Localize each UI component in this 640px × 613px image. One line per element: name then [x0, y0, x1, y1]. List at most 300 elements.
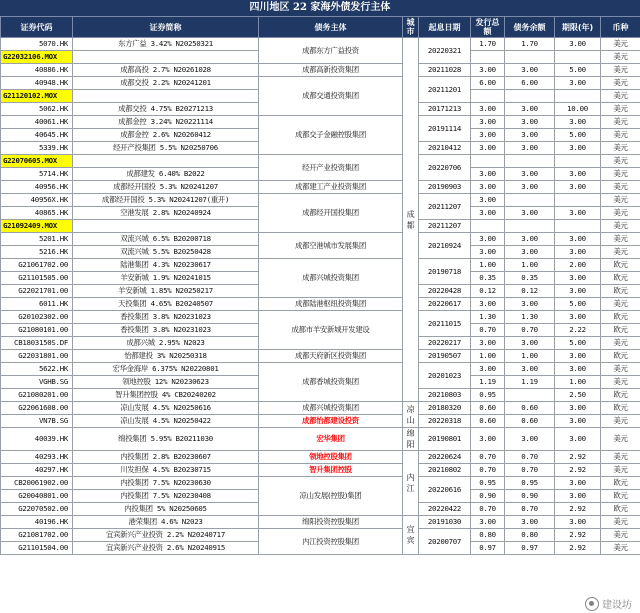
security-abbr: 天投集团 4.65% B20240507 [73, 298, 259, 311]
security-abbr: 内投集团 7.5% N20230630 [73, 477, 259, 490]
balance-amount: 0.97 [505, 542, 555, 555]
term-years: 3.00 [555, 116, 601, 129]
currency: 美元 [601, 298, 640, 311]
security-abbr: 陆港集团 4.3% N20230617 [73, 259, 259, 272]
currency: 欧元 [601, 259, 640, 272]
security-code: G21101504.00 [1, 542, 73, 555]
term-years: 2.92 [555, 529, 601, 542]
balance-amount [505, 155, 555, 168]
security-abbr: 双流兴城 6.5% B20200718 [73, 233, 259, 246]
issuer-name: 成都兴城投资集团 [259, 402, 403, 415]
header-main: 债务主体 [259, 17, 403, 38]
issuer-name: 成都高新投资集团 [259, 64, 403, 77]
table-row [1, 516, 640, 529]
start-date: 20220217 [419, 337, 471, 350]
balance-amount: 0.12 [505, 285, 555, 298]
issuer-name: 成都市羊安新城开发建设 [259, 311, 403, 350]
issuer-name: 成都香城投资集团 [259, 363, 403, 402]
wechat-logo-icon [585, 597, 599, 611]
header-term: 期限(年) [555, 17, 601, 38]
currency: 美元 [601, 194, 640, 207]
currency: 欧元 [601, 311, 640, 324]
header-balance: 债务余额 [505, 17, 555, 38]
security-abbr: 宜宾新兴产业投资 2.2% N20240717 [73, 529, 259, 542]
term-years: 10.00 [555, 103, 601, 116]
term-years: 5.00 [555, 337, 601, 350]
security-code: G21120102.MOX [1, 90, 73, 103]
issuer-name: 成都建工产业投资集团 [259, 181, 403, 194]
security-code: G21101505.00 [1, 272, 73, 285]
security-abbr: 成都建发 6.40% B2022 [73, 168, 259, 181]
security-abbr: 成都高投 2.7% N20261028 [73, 64, 259, 77]
issue-amount: 0.70 [471, 464, 505, 477]
currency: 欧元 [601, 490, 640, 503]
term-years: 3.00 [555, 311, 601, 324]
start-date: 20190801 [419, 428, 471, 451]
security-code: VN7B.SG [1, 415, 73, 428]
start-date: 20180320 [419, 402, 471, 415]
issue-amount: 0.90 [471, 490, 505, 503]
term-years: 5.00 [555, 129, 601, 142]
term-years: 3.00 [555, 363, 601, 376]
balance-amount: 0.90 [505, 490, 555, 503]
currency: 欧元 [601, 285, 640, 298]
security-code: G21080201.00 [1, 389, 73, 402]
currency: 美元 [601, 129, 640, 142]
currency: 美元 [601, 38, 640, 51]
start-date: 20220422 [419, 503, 471, 516]
security-abbr: 怡都建投 3% N20250318 [73, 350, 259, 363]
balance-amount: 3.00 [505, 363, 555, 376]
balance-amount: 3.00 [505, 246, 555, 259]
security-code: G22021701.00 [1, 285, 73, 298]
start-date: 20211015 [419, 311, 471, 337]
security-code: G22032106.MOX [1, 51, 73, 64]
issuer-name: 成都天府新区投资集团 [259, 350, 403, 363]
issue-amount: 0.95 [471, 389, 505, 402]
currency: 美元 [601, 220, 640, 233]
start-date: 20171213 [419, 103, 471, 116]
security-code: CB20061902.00 [1, 477, 73, 490]
balance-amount: 0.60 [505, 415, 555, 428]
start-date: 20210803 [419, 389, 471, 402]
balance-amount: 0.70 [505, 451, 555, 464]
start-date: 20210802 [419, 464, 471, 477]
term-years: 3.00 [555, 477, 601, 490]
issue-amount: 0.60 [471, 415, 505, 428]
term-years: 1.00 [555, 376, 601, 389]
issue-amount: 0.12 [471, 285, 505, 298]
currency: 美元 [601, 451, 640, 464]
balance-amount: 6.00 [505, 77, 555, 90]
issue-amount: 0.80 [471, 529, 505, 542]
security-code: G22031801.00 [1, 350, 73, 363]
issue-amount: 0.95 [471, 477, 505, 490]
currency: 美元 [601, 428, 640, 451]
table-row [1, 477, 640, 490]
table-row [1, 298, 640, 311]
start-date: 20190718 [419, 259, 471, 285]
table-row [1, 311, 640, 324]
security-abbr [73, 90, 259, 103]
table-row [1, 64, 640, 77]
term-years: 3.00 [555, 428, 601, 451]
issuer-name: 成都东方广益投资 [259, 38, 403, 64]
security-abbr: 绵投集团 5.95% B20211030 [73, 428, 259, 451]
currency: 美元 [601, 233, 640, 246]
term-years: 3.00 [555, 181, 601, 194]
balance-amount: 3.00 [505, 428, 555, 451]
balance-amount [505, 194, 555, 207]
table-title: 四川地区 22 家海外债发行主体 [0, 0, 640, 16]
issue-amount: 3.00 [471, 233, 505, 246]
issue-amount: 0.97 [471, 542, 505, 555]
start-date: 20190903 [419, 181, 471, 194]
security-code: G22070502.00 [1, 503, 73, 516]
currency: 美元 [601, 529, 640, 542]
issuer-name: 经开产业投资集团 [259, 155, 403, 181]
header-start: 起息日期 [419, 17, 471, 38]
term-years: 3.00 [555, 207, 601, 220]
balance-amount: 1.70 [505, 38, 555, 51]
city-name: 凉山 [403, 402, 419, 428]
security-code: G21080101.00 [1, 324, 73, 337]
security-abbr [73, 51, 259, 64]
start-date: 20211207 [419, 194, 471, 220]
security-code: 5714.HK [1, 168, 73, 181]
table-row [1, 259, 640, 272]
term-years: 3.00 [555, 490, 601, 503]
security-abbr: 川发担保 4.5% B20230715 [73, 464, 259, 477]
security-abbr: 香投集团 3.8% N20231023 [73, 311, 259, 324]
city-name: 成都 [403, 38, 419, 402]
table-row [1, 464, 640, 477]
start-date: 20201023 [419, 363, 471, 389]
security-abbr [73, 220, 259, 233]
balance-amount: 3.00 [505, 116, 555, 129]
issue-amount: 0.70 [471, 324, 505, 337]
table-row [1, 233, 640, 246]
security-code: 40293.HK [1, 451, 73, 464]
currency: 欧元 [601, 503, 640, 516]
currency: 美元 [601, 51, 640, 64]
issue-amount [471, 51, 505, 64]
start-date: 20220321 [419, 38, 471, 64]
issue-amount [471, 220, 505, 233]
start-date: 20211201 [419, 77, 471, 103]
currency: 美元 [601, 77, 640, 90]
term-years: 2.92 [555, 451, 601, 464]
balance-amount: 3.00 [505, 233, 555, 246]
term-years: 5.00 [555, 298, 601, 311]
issuer-name: 成都经开国投集团 [259, 194, 403, 233]
balance-amount [505, 220, 555, 233]
currency: 美元 [601, 464, 640, 477]
term-years: 3.00 [555, 285, 601, 298]
term-years: 3.00 [555, 516, 601, 529]
issue-amount: 3.00 [471, 129, 505, 142]
security-abbr: 宏华金海岸 6.375% N20220801 [73, 363, 259, 376]
start-date: 20211207 [419, 220, 471, 233]
term-years: 3.00 [555, 142, 601, 155]
issue-amount: 3.00 [471, 194, 505, 207]
issue-amount: 3.00 [471, 64, 505, 77]
table-row [1, 155, 640, 168]
table-row [1, 529, 640, 542]
table-row [1, 38, 640, 51]
issue-amount: 1.00 [471, 350, 505, 363]
security-code: 5622.HK [1, 363, 73, 376]
term-years [555, 51, 601, 64]
security-code: G21092409.MOX [1, 220, 73, 233]
issue-amount: 3.00 [471, 516, 505, 529]
issue-amount: 3.00 [471, 363, 505, 376]
issue-amount: 3.00 [471, 168, 505, 181]
issuer-name: 领地控股集团 [259, 451, 403, 464]
security-abbr: 羊安新城 1.85% N20250217 [73, 285, 259, 298]
security-abbr [73, 155, 259, 168]
table-row [1, 181, 640, 194]
issue-amount [471, 90, 505, 103]
issue-amount: 3.00 [471, 142, 505, 155]
currency: 美元 [601, 516, 640, 529]
security-abbr: 成都金控 2.6% N20260412 [73, 129, 259, 142]
term-years: 3.00 [555, 350, 601, 363]
term-years: 3.00 [555, 168, 601, 181]
security-abbr: 智升集团控股 4% CB20240202 [73, 389, 259, 402]
currency: 美元 [601, 90, 640, 103]
issue-amount: 0.35 [471, 272, 505, 285]
security-code: 5062.HK [1, 103, 73, 116]
security-code: G22070605.MOX [1, 155, 73, 168]
issue-amount: 3.00 [471, 298, 505, 311]
currency: 美元 [601, 415, 640, 428]
security-code: CB1803150S.DF [1, 337, 73, 350]
start-date: 20211028 [419, 64, 471, 77]
security-code: G21061702.00 [1, 259, 73, 272]
term-years [555, 90, 601, 103]
term-years: 2.22 [555, 324, 601, 337]
security-abbr: 香投集团 3.8% N20231023 [73, 324, 259, 337]
issue-amount: 3.00 [471, 116, 505, 129]
issuer-name: 成都交子金融控股集团 [259, 116, 403, 155]
issuer-name: 绵阳投资控股集团 [259, 516, 403, 529]
table-row [1, 350, 640, 363]
security-abbr: 港荣集团 4.6% N2023 [73, 516, 259, 529]
issue-amount: 3.00 [471, 246, 505, 259]
security-code: G20102302.00 [1, 311, 73, 324]
issue-amount: 0.70 [471, 503, 505, 516]
issue-amount: 1.19 [471, 376, 505, 389]
currency: 欧元 [601, 389, 640, 402]
security-code: 5339.HK [1, 142, 73, 155]
table-row [1, 77, 640, 90]
security-abbr: 领地控股 12% N20230623 [73, 376, 259, 389]
start-date: 20220616 [419, 477, 471, 503]
balance-amount: 3.00 [505, 516, 555, 529]
balance-amount: 0.70 [505, 503, 555, 516]
currency: 美元 [601, 246, 640, 259]
start-date: 20200707 [419, 529, 471, 555]
header-row [1, 17, 640, 38]
currency: 美元 [601, 337, 640, 350]
issue-amount: 3.00 [471, 337, 505, 350]
start-date: 20191030 [419, 516, 471, 529]
term-years: 3.00 [555, 233, 601, 246]
currency: 美元 [601, 116, 640, 129]
balance-amount: 3.00 [505, 168, 555, 181]
issue-amount: 3.00 [471, 207, 505, 220]
term-years: 2.92 [555, 464, 601, 477]
watermark-text: 建设坊 [602, 600, 632, 611]
security-code: 6011.HK [1, 298, 73, 311]
issue-amount: 3.00 [471, 428, 505, 451]
bond-table [0, 16, 640, 555]
issuer-name: 内江投资控股集团 [259, 529, 403, 555]
term-years: 3.00 [555, 415, 601, 428]
balance-amount: 0.80 [505, 529, 555, 542]
security-code: 40956.HK [1, 181, 73, 194]
term-years: 3.00 [555, 272, 601, 285]
balance-amount: 1.00 [505, 350, 555, 363]
security-abbr: 东方广益 3.42% N20250321 [73, 38, 259, 51]
security-code: 40297.HK [1, 464, 73, 477]
term-years: 5.00 [555, 64, 601, 77]
currency: 欧元 [601, 350, 640, 363]
start-date: 20220706 [419, 155, 471, 181]
issue-amount: 1.00 [471, 259, 505, 272]
table-row [1, 402, 640, 415]
security-code: 40948.HK [1, 77, 73, 90]
table-body [1, 38, 640, 555]
issuer-name: 成都怡都建设投资 [259, 415, 403, 428]
currency: 欧元 [601, 402, 640, 415]
term-years: 3.00 [555, 38, 601, 51]
balance-amount: 3.00 [505, 207, 555, 220]
issue-amount [471, 155, 505, 168]
term-years: 2.92 [555, 503, 601, 516]
balance-amount: 1.19 [505, 376, 555, 389]
issue-amount: 0.70 [471, 451, 505, 464]
security-code: 5216.HK [1, 246, 73, 259]
balance-amount: 3.00 [505, 142, 555, 155]
security-code: G20040801.00 [1, 490, 73, 503]
security-abbr: 成都交投 4.75% B20271213 [73, 103, 259, 116]
currency: 美元 [601, 142, 640, 155]
security-code: 5070.HK [1, 38, 73, 51]
watermark [585, 596, 632, 611]
header-code: 证券代码 [1, 17, 73, 38]
security-code: VGHB.SG [1, 376, 73, 389]
issuer-name: 成都兴城投资集团 [259, 259, 403, 298]
term-years: 3.00 [555, 77, 601, 90]
city-name: 宜宾 [403, 516, 419, 555]
security-abbr: 内投集团 7.5% N20230408 [73, 490, 259, 503]
currency: 美元 [601, 168, 640, 181]
balance-amount: 3.00 [505, 129, 555, 142]
security-abbr: 成都金控 3.24% N20221114 [73, 116, 259, 129]
term-years: 3.00 [555, 402, 601, 415]
security-code: 40645.HK [1, 129, 73, 142]
security-code: G22061608.00 [1, 402, 73, 415]
security-abbr: 成都经开国投 5.3% N20241207(重开) [73, 194, 259, 207]
table-row [1, 428, 640, 451]
issuer-name: 宏华集团 [259, 428, 403, 451]
term-years [555, 155, 601, 168]
term-years [555, 220, 601, 233]
security-code: 40196.HK [1, 516, 73, 529]
security-code: 40061.HK [1, 116, 73, 129]
header-currency: 币种 [601, 17, 640, 38]
currency: 美元 [601, 103, 640, 116]
city-name: 绵阳 [403, 428, 419, 451]
issue-amount: 6.00 [471, 77, 505, 90]
start-date: 20210412 [419, 142, 471, 155]
term-years [555, 194, 601, 207]
balance-amount: 0.60 [505, 402, 555, 415]
table-row [1, 451, 640, 464]
table-row [1, 363, 640, 376]
security-abbr: 凉山发展 4.5% N20250616 [73, 402, 259, 415]
start-date: 20220617 [419, 298, 471, 311]
balance-amount: 0.70 [505, 324, 555, 337]
issuer-name: 成都陆港枢纽投资集团 [259, 298, 403, 311]
issue-amount: 3.00 [471, 181, 505, 194]
security-abbr: 双流兴城 5.5% B20250428 [73, 246, 259, 259]
issuer-name: 凉山发展(控股)集团 [259, 477, 403, 516]
balance-amount [505, 389, 555, 402]
term-years: 2.92 [555, 542, 601, 555]
security-abbr: 成都交投 2.2% N20241201 [73, 77, 259, 90]
balance-amount: 0.70 [505, 464, 555, 477]
start-date: 20220624 [419, 451, 471, 464]
start-date: 20191114 [419, 116, 471, 142]
issue-amount: 3.00 [471, 103, 505, 116]
term-years: 2.50 [555, 389, 601, 402]
balance-amount: 3.00 [505, 298, 555, 311]
security-abbr: 空港发展 2.8% N20240924 [73, 207, 259, 220]
security-code: 40886.HK [1, 64, 73, 77]
security-abbr: 内投集团 5% N20250605 [73, 503, 259, 516]
currency: 美元 [601, 207, 640, 220]
security-code: 40039.HK [1, 428, 73, 451]
start-date: 20210924 [419, 233, 471, 259]
security-code: 5201.HK [1, 233, 73, 246]
currency: 美元 [601, 181, 640, 194]
balance-amount: 1.00 [505, 259, 555, 272]
balance-amount: 3.00 [505, 103, 555, 116]
balance-amount: 0.95 [505, 477, 555, 490]
security-abbr: 成都经开国投 5.3% N20241207 [73, 181, 259, 194]
security-abbr: 凉山发展 4.5% N20250422 [73, 415, 259, 428]
currency: 欧元 [601, 477, 640, 490]
issuer-name: 智升集团控股 [259, 464, 403, 477]
security-code: G21081702.00 [1, 529, 73, 542]
term-years: 2.00 [555, 259, 601, 272]
start-date: 20220318 [419, 415, 471, 428]
balance-amount: 3.00 [505, 64, 555, 77]
city-name: 内江 [403, 451, 419, 516]
currency: 美元 [601, 376, 640, 389]
header-abbr: 证券简称 [73, 17, 259, 38]
table-row [1, 194, 640, 207]
currency: 欧元 [601, 324, 640, 337]
security-abbr: 羊安新城 1.9% N20241015 [73, 272, 259, 285]
issue-amount: 0.60 [471, 402, 505, 415]
currency: 欧元 [601, 272, 640, 285]
issuer-name: 成都交通投资集团 [259, 77, 403, 116]
currency: 美元 [601, 64, 640, 77]
